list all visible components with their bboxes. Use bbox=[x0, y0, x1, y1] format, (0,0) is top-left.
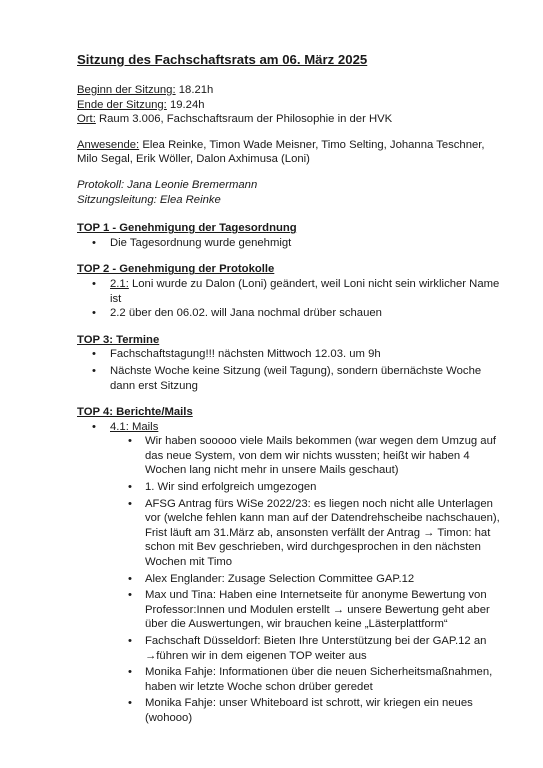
list-item: • Monika Fahje: Informationen über die neuen Sicherheitsmaßnahmen, haben wir letzte Woche schon drüber geredet bbox=[145, 665, 507, 694]
ort-line bbox=[77, 112, 507, 127]
document-title: Sitzung des Fachschaftsrats am 06. März 2025 bbox=[77, 52, 368, 67]
top2-item1-text: Loni wurde zu Dalon (Loni) geändert, weil Loni nicht sein wirklicher Name ist bbox=[110, 277, 500, 305]
top4-mail-list bbox=[145, 434, 507, 725]
attendees-value: Elea Reinke, Timon Wade Meisner, Timo Selting, Johanna Teschner, Milo Segal, Erik Wöller, Dalon Axhimusa (Loni) bbox=[77, 138, 485, 166]
list-item bbox=[110, 420, 507, 726]
leitung-line: Sitzungsleitung: Elea Reinke bbox=[77, 193, 221, 206]
list-item: • Die Tagesordnung wurde genehmigt bbox=[110, 236, 507, 251]
beginn-label: Beginn der Sitzung: bbox=[77, 84, 176, 96]
beginn-line bbox=[77, 83, 507, 98]
top4-section bbox=[77, 405, 507, 725]
ort-value: Raum 3.006, Fachschaftsraum der Philosophie in der HVK bbox=[95, 113, 393, 126]
list-item: • 2.2 über den 06.02. will Jana nochmal drüber schauen bbox=[110, 306, 507, 321]
document-page bbox=[77, 52, 507, 737]
beginn-value: 18.21h bbox=[175, 84, 214, 96]
protokoll-line: Protokoll: Jana Leonie Bremermann bbox=[77, 178, 258, 191]
top4-sub-label: 4.1: Mails bbox=[110, 420, 159, 433]
top2-list bbox=[110, 277, 507, 321]
attendees-label: Anwesende: bbox=[77, 138, 140, 151]
list-item: • Fachschaftstagung!!! nächsten Mittwoch 12.03. um 9h bbox=[110, 347, 507, 362]
top2-item1-prefix: 2.1: bbox=[110, 277, 129, 290]
top1-list bbox=[110, 236, 507, 251]
meeting-meta bbox=[77, 83, 507, 127]
list-item: • Nächste Woche keine Sitzung (weil Tagung), sondern übernächste Woche dann erst Sitzung bbox=[110, 364, 507, 393]
top2-heading: TOP 2 - Genehmigung der Protokolle bbox=[77, 263, 275, 276]
attendees bbox=[77, 138, 507, 167]
roles bbox=[77, 178, 507, 207]
list-item: • Fachschaft Düsseldorf: Bieten Ihre Unterstützung bei der GAP.12 an →führen wir in dem eigenen TOP weiter aus bbox=[145, 634, 507, 663]
list-item bbox=[110, 277, 507, 306]
list-item: • Wir haben sooooo viele Mails bekommen (war wegen dem Umzug auf das neue System, von dem wir nichts wussten; heißt wir haben 4 Wochen lang nicht mehr in unsere Mails geschaut) bbox=[145, 434, 507, 478]
top3-heading: TOP 3: Termine bbox=[77, 333, 160, 346]
top1-section bbox=[77, 221, 507, 250]
attendees-line bbox=[77, 138, 507, 167]
ort-label: Ort: bbox=[77, 113, 96, 126]
top4-list bbox=[110, 420, 507, 726]
list-item: • Monika Fahje: unser Whiteboard ist schrott, wir kriegen ein neues (wohooo) bbox=[145, 696, 507, 725]
list-item: • Alex Englander: Zusage Selection Committee GAP.12 bbox=[145, 572, 507, 587]
top3-section bbox=[77, 333, 507, 393]
ende-value: 19.24h bbox=[166, 98, 205, 111]
top3-list bbox=[110, 347, 507, 393]
ende-label: Ende der Sitzung: bbox=[77, 98, 167, 111]
top1-heading: TOP 1 - Genehmigung der Tagesordnung bbox=[77, 222, 297, 235]
ende-line bbox=[77, 98, 507, 113]
top2-section bbox=[77, 262, 507, 320]
top4-heading: TOP 4: Berichte/Mails bbox=[77, 406, 193, 419]
list-item: • AFSG Antrag fürs WiSe 2022/23: es liegen noch nicht alle Unterlagen vor (welche fehlen kann man auf der Datendrehscheibe nachschauen), Frist läuft am 31.März ab, ansonsten verfällt der Antrag → Timon: hat schon mit Bev geschrieben, wird durchgesprochen in den nächsten Wochen mit Timo bbox=[145, 497, 507, 570]
list-item: • 1. Wir sind erfolgreich umgezogen bbox=[145, 480, 507, 495]
list-item: • Max und Tina: Haben eine Internetseite für anonyme Bewertung von Professor:Innen und Modulen erstellt → unsere Bewertung geht aber über die Auswertungen, wir brauchen keine „Lästerplattform“ bbox=[145, 588, 507, 632]
